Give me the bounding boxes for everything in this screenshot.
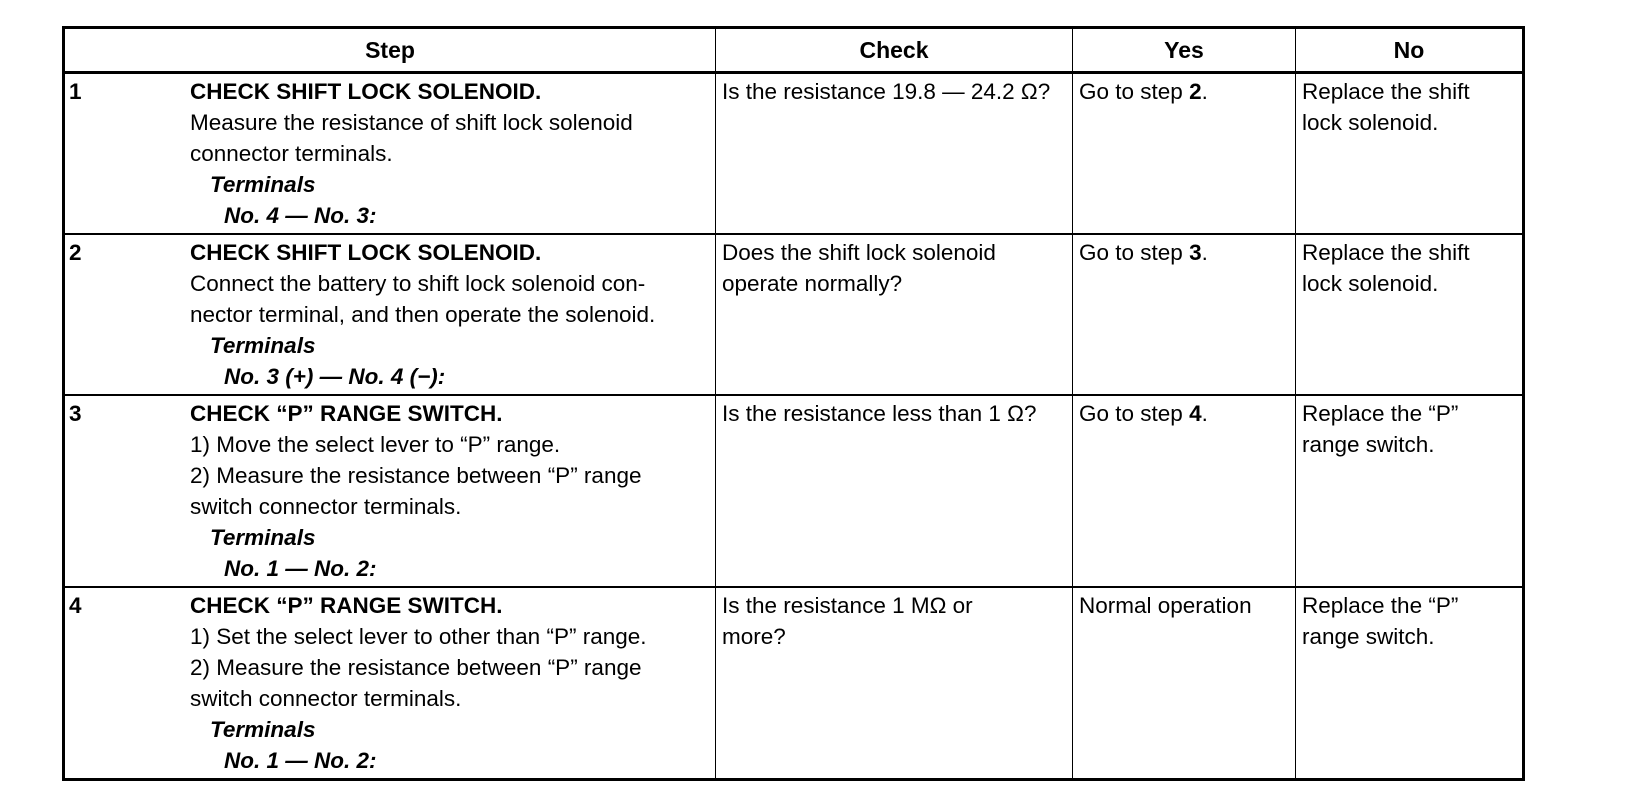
step-text: switch connector terminals. — [190, 494, 462, 519]
step-title: CHECK “P” RANGE SWITCH. — [190, 401, 503, 426]
step-text: 1) Set the select lever to other than “P” range. — [190, 624, 647, 649]
yes-suffix: . — [1201, 79, 1208, 104]
table-header-row — [64, 28, 1524, 73]
table-row — [64, 587, 1524, 780]
no-text: Replace the shift — [1302, 79, 1470, 104]
yes-step-number: 4 — [1189, 401, 1202, 426]
no-text: Replace the shift — [1302, 240, 1470, 265]
yes-cell: Normal operation — [1073, 587, 1296, 780]
no-cell — [1296, 587, 1524, 780]
step-text: connector terminals. — [190, 141, 393, 166]
step-text: switch connector terminals. — [190, 686, 462, 711]
terminals-value: No. 1 — No. 2: — [224, 556, 377, 581]
check-text: operate normally? — [722, 271, 903, 296]
no-cell — [1296, 395, 1524, 587]
yes-suffix: . — [1201, 240, 1208, 265]
no-text: Replace the “P” — [1302, 401, 1459, 426]
terminals-label: Terminals — [210, 525, 316, 550]
check-cell — [716, 395, 1073, 587]
yes-prefix: Go to step — [1079, 401, 1190, 426]
step-cell — [64, 395, 716, 587]
yes-step-number: 3 — [1189, 240, 1202, 265]
step-title: CHECK “P” RANGE SWITCH. — [190, 593, 503, 618]
header-step: Step — [64, 28, 716, 73]
step-number: 1 — [69, 79, 82, 104]
yes-cell — [1073, 73, 1296, 235]
yes-cell — [1073, 234, 1296, 395]
table-row — [64, 73, 1524, 235]
check-cell — [716, 73, 1073, 235]
table-row — [64, 395, 1524, 587]
terminals-label: Terminals — [210, 333, 316, 358]
step-text: 2) Measure the resistance between “P” range — [190, 655, 642, 680]
check-text: more? — [722, 624, 786, 649]
step-text: Measure the resistance of shift lock solenoid — [190, 110, 633, 135]
check-text: Is the resistance less than 1 Ω? — [722, 401, 1037, 426]
check-text: Is the resistance 1 MΩ or — [722, 593, 973, 618]
step-text: nector terminal, and then operate the solenoid. — [190, 302, 656, 327]
no-text: lock solenoid. — [1302, 110, 1439, 135]
step-text: 2) Measure the resistance between “P” range — [190, 463, 642, 488]
step-text: 1) Move the select lever to “P” range. — [190, 432, 561, 457]
no-cell — [1296, 73, 1524, 235]
yes-prefix: Go to step — [1079, 240, 1190, 265]
check-cell — [716, 587, 1073, 780]
table-row — [64, 234, 1524, 395]
step-title: CHECK SHIFT LOCK SOLENOID. — [190, 79, 542, 104]
no-text: lock solenoid. — [1302, 271, 1439, 296]
no-text: range switch. — [1302, 624, 1435, 649]
check-cell — [716, 234, 1073, 395]
check-text: Does the shift lock solenoid — [722, 240, 996, 265]
yes-prefix: Go to step — [1079, 79, 1190, 104]
yes-suffix: . — [1201, 401, 1208, 426]
yes-cell — [1073, 395, 1296, 587]
header-yes: Yes — [1073, 28, 1296, 73]
terminals-value: No. 4 — No. 3: — [224, 203, 377, 228]
terminals-value: No. 3 (+) — No. 4 (−): — [224, 364, 446, 389]
no-text: Replace the “P” — [1302, 593, 1459, 618]
step-cell — [64, 587, 716, 780]
terminals-label: Terminals — [210, 172, 316, 197]
header-no: No — [1296, 28, 1524, 73]
step-number: 4 — [69, 593, 82, 618]
step-cell — [64, 234, 716, 395]
step-number: 3 — [69, 401, 82, 426]
terminals-label: Terminals — [210, 717, 316, 742]
step-title: CHECK SHIFT LOCK SOLENOID. — [190, 240, 542, 265]
yes-step-number: 2 — [1189, 79, 1202, 104]
step-number: 2 — [69, 240, 82, 265]
terminals-value: No. 1 — No. 2: — [224, 748, 377, 773]
diagnostic-table — [62, 26, 1525, 781]
no-text: range switch. — [1302, 432, 1435, 457]
no-cell — [1296, 234, 1524, 395]
check-text: Is the resistance 19.8 — 24.2 Ω? — [722, 79, 1051, 104]
header-check: Check — [716, 28, 1073, 73]
step-text: Connect the battery to shift lock solenoid con- — [190, 271, 646, 296]
step-cell — [64, 73, 716, 235]
